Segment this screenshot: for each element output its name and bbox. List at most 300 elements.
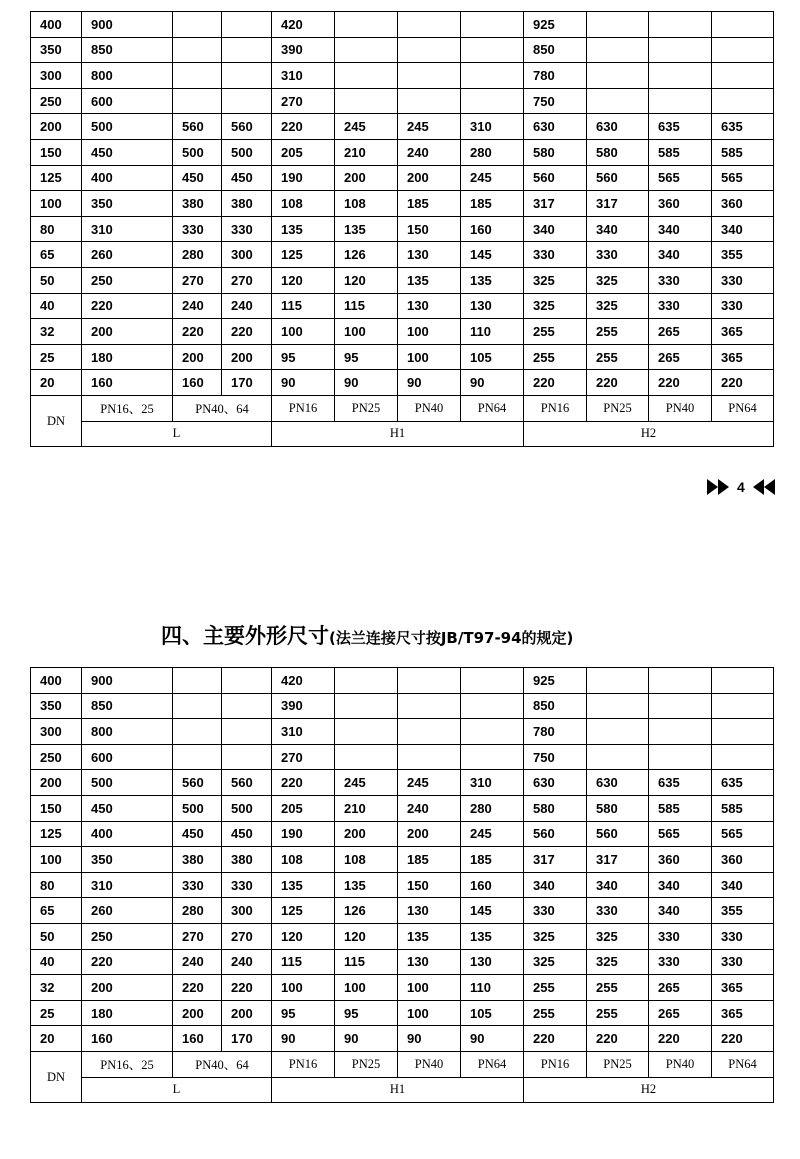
value-cell: 280: [461, 795, 524, 821]
value-cell: 135: [272, 872, 335, 898]
value-cell: 90: [461, 1026, 524, 1052]
dn-cell: 250: [31, 744, 82, 770]
value-cell: [398, 12, 461, 38]
value-cell: 220: [173, 975, 222, 1001]
value-cell: 560: [173, 770, 222, 796]
value-cell: 270: [222, 267, 272, 293]
value-cell: 255: [524, 975, 587, 1001]
value-cell: 205: [272, 795, 335, 821]
pressure-label: PN16: [272, 1051, 335, 1077]
value-cell: [712, 719, 774, 745]
pressure-header-row: [31, 1051, 774, 1077]
value-cell: 135: [398, 267, 461, 293]
dn-cell: 65: [31, 242, 82, 268]
value-cell: 150: [398, 216, 461, 242]
pressure-label: PN16、25: [82, 395, 173, 421]
value-cell: [173, 693, 222, 719]
value-cell: 90: [335, 1026, 398, 1052]
group-header-row: [31, 1077, 774, 1103]
dimension-table-bottom: [30, 667, 774, 1103]
value-cell: [222, 668, 272, 694]
value-cell: 325: [587, 293, 649, 319]
dn-cell: 300: [31, 719, 82, 745]
dn-cell: 350: [31, 37, 82, 63]
value-cell: 800: [82, 63, 173, 89]
value-cell: 120: [335, 923, 398, 949]
value-cell: 900: [82, 12, 173, 38]
value-cell: [173, 744, 222, 770]
value-cell: 325: [524, 293, 587, 319]
value-cell: 330: [712, 293, 774, 319]
value-cell: 317: [587, 847, 649, 873]
table-row: [31, 668, 774, 694]
value-cell: 160: [173, 1026, 222, 1052]
value-cell: 180: [82, 344, 173, 370]
value-cell: [649, 12, 712, 38]
value-cell: [222, 719, 272, 745]
value-cell: 220: [587, 370, 649, 396]
value-cell: 240: [398, 139, 461, 165]
pressure-label: PN64: [712, 395, 774, 421]
table-row: [31, 719, 774, 745]
value-cell: 450: [173, 821, 222, 847]
value-cell: 500: [173, 139, 222, 165]
value-cell: 245: [461, 821, 524, 847]
dn-cell: 400: [31, 12, 82, 38]
value-cell: [173, 37, 222, 63]
value-cell: 560: [222, 770, 272, 796]
value-cell: [222, 88, 272, 114]
pressure-label: PN64: [712, 1051, 774, 1077]
value-cell: 325: [524, 923, 587, 949]
value-cell: 635: [712, 770, 774, 796]
value-cell: 220: [649, 370, 712, 396]
value-cell: 130: [461, 293, 524, 319]
table-row: [31, 344, 774, 370]
value-cell: 240: [173, 949, 222, 975]
group-label-l: L: [82, 421, 272, 447]
value-cell: 850: [82, 693, 173, 719]
value-cell: [587, 693, 649, 719]
value-cell: 100: [272, 319, 335, 345]
value-cell: [712, 63, 774, 89]
pressure-label: PN16: [272, 395, 335, 421]
value-cell: 190: [272, 165, 335, 191]
pressure-label: PN64: [461, 1051, 524, 1077]
value-cell: 750: [524, 744, 587, 770]
value-cell: 380: [173, 847, 222, 873]
value-cell: 245: [398, 770, 461, 796]
value-cell: 900: [82, 668, 173, 694]
value-cell: 585: [712, 795, 774, 821]
value-cell: 100: [398, 975, 461, 1001]
value-cell: 500: [222, 795, 272, 821]
value-cell: 200: [82, 319, 173, 345]
value-cell: [222, 744, 272, 770]
value-cell: 115: [335, 949, 398, 975]
page-number: 4: [737, 479, 745, 495]
value-cell: 400: [82, 821, 173, 847]
value-cell: 220: [82, 949, 173, 975]
value-cell: 270: [222, 923, 272, 949]
value-cell: 560: [173, 114, 222, 140]
value-cell: 330: [712, 949, 774, 975]
value-cell: 310: [272, 719, 335, 745]
value-cell: 635: [712, 114, 774, 140]
value-cell: 260: [82, 898, 173, 924]
table-row: [31, 370, 774, 396]
value-cell: 380: [222, 191, 272, 217]
value-cell: [335, 744, 398, 770]
value-cell: 270: [173, 267, 222, 293]
dn-cell: 200: [31, 770, 82, 796]
pressure-label: PN40: [398, 395, 461, 421]
value-cell: 500: [82, 114, 173, 140]
value-cell: 350: [82, 191, 173, 217]
pressure-label: PN40、64: [173, 1051, 272, 1077]
value-cell: 310: [82, 872, 173, 898]
value-cell: 355: [712, 242, 774, 268]
value-cell: [335, 12, 398, 38]
group-label-h2: H2: [524, 1077, 774, 1103]
value-cell: [222, 37, 272, 63]
value-cell: 170: [222, 1026, 272, 1052]
value-cell: 630: [587, 770, 649, 796]
value-cell: [398, 37, 461, 63]
value-cell: 270: [272, 744, 335, 770]
table-row: [31, 1026, 774, 1052]
value-cell: 255: [524, 319, 587, 345]
value-cell: 95: [335, 344, 398, 370]
value-cell: 240: [222, 293, 272, 319]
value-cell: 580: [587, 795, 649, 821]
value-cell: 330: [649, 923, 712, 949]
value-cell: 450: [222, 165, 272, 191]
value-cell: 108: [335, 847, 398, 873]
value-cell: [587, 744, 649, 770]
value-cell: 105: [461, 1000, 524, 1026]
value-cell: [222, 693, 272, 719]
value-cell: [335, 88, 398, 114]
value-cell: 105: [461, 344, 524, 370]
value-cell: 125: [272, 242, 335, 268]
pressure-label: PN25: [587, 1051, 649, 1077]
value-cell: 255: [587, 319, 649, 345]
table-row: [31, 216, 774, 242]
value-cell: 420: [272, 12, 335, 38]
table-row: [31, 267, 774, 293]
value-cell: [335, 37, 398, 63]
value-cell: 100: [398, 319, 461, 345]
pressure-label: PN40、64: [173, 395, 272, 421]
value-cell: 380: [222, 847, 272, 873]
value-cell: 450: [82, 139, 173, 165]
value-cell: [712, 744, 774, 770]
value-cell: 145: [461, 898, 524, 924]
value-cell: 560: [587, 821, 649, 847]
table-row: [31, 63, 774, 89]
value-cell: 280: [173, 242, 222, 268]
value-cell: [712, 693, 774, 719]
value-cell: 108: [272, 191, 335, 217]
dn-cell: 65: [31, 898, 82, 924]
value-cell: [335, 719, 398, 745]
pressure-label: PN40: [649, 395, 712, 421]
value-cell: 390: [272, 37, 335, 63]
value-cell: [222, 63, 272, 89]
group-label-l: L: [82, 1077, 272, 1103]
table-row: [31, 88, 774, 114]
value-cell: 240: [173, 293, 222, 319]
double-arrow-right-icon: [707, 479, 731, 495]
value-cell: 360: [649, 847, 712, 873]
group-header-row: [31, 421, 774, 447]
value-cell: 560: [222, 114, 272, 140]
value-cell: 220: [222, 319, 272, 345]
table-row: [31, 191, 774, 217]
value-cell: 220: [524, 1026, 587, 1052]
dn-header: DN: [31, 1051, 82, 1102]
value-cell: 600: [82, 88, 173, 114]
value-cell: [398, 63, 461, 89]
value-cell: [587, 668, 649, 694]
dn-cell: 200: [31, 114, 82, 140]
value-cell: 325: [587, 923, 649, 949]
page-marker: [707, 479, 775, 495]
value-cell: [335, 693, 398, 719]
value-cell: 310: [272, 63, 335, 89]
value-cell: 340: [649, 898, 712, 924]
value-cell: 560: [524, 165, 587, 191]
value-cell: 145: [461, 242, 524, 268]
value-cell: 800: [82, 719, 173, 745]
value-cell: 330: [587, 242, 649, 268]
value-cell: 110: [461, 319, 524, 345]
value-cell: 120: [272, 923, 335, 949]
dn-cell: 80: [31, 216, 82, 242]
value-cell: 340: [712, 872, 774, 898]
value-cell: 630: [587, 114, 649, 140]
table-row: [31, 1000, 774, 1026]
section-title-main: 四、主要外形尺寸: [161, 624, 329, 648]
value-cell: 95: [272, 1000, 335, 1026]
pressure-label: PN16: [524, 395, 587, 421]
value-cell: 115: [272, 949, 335, 975]
value-cell: 100: [398, 344, 461, 370]
value-cell: [587, 719, 649, 745]
value-cell: 325: [587, 267, 649, 293]
value-cell: 265: [649, 1000, 712, 1026]
value-cell: 355: [712, 898, 774, 924]
value-cell: 565: [649, 165, 712, 191]
table-row: [31, 770, 774, 796]
value-cell: [649, 88, 712, 114]
value-cell: 185: [398, 191, 461, 217]
value-cell: 340: [712, 216, 774, 242]
value-cell: 130: [398, 949, 461, 975]
dn-cell: 125: [31, 165, 82, 191]
value-cell: 135: [398, 923, 461, 949]
value-cell: 150: [398, 872, 461, 898]
value-cell: 220: [712, 1026, 774, 1052]
value-cell: 330: [587, 898, 649, 924]
value-cell: 100: [398, 1000, 461, 1026]
dn-cell: 100: [31, 191, 82, 217]
value-cell: 240: [222, 949, 272, 975]
value-cell: 100: [272, 975, 335, 1001]
value-cell: [649, 719, 712, 745]
value-cell: 245: [398, 114, 461, 140]
value-cell: [649, 693, 712, 719]
value-cell: 260: [82, 242, 173, 268]
value-cell: 400: [82, 165, 173, 191]
dn-cell: 25: [31, 1000, 82, 1026]
value-cell: 220: [222, 975, 272, 1001]
pressure-label: PN16: [524, 1051, 587, 1077]
value-cell: 500: [173, 795, 222, 821]
value-cell: 565: [712, 821, 774, 847]
value-cell: [712, 37, 774, 63]
value-cell: 108: [272, 847, 335, 873]
value-cell: 115: [272, 293, 335, 319]
value-cell: 90: [272, 1026, 335, 1052]
value-cell: 220: [649, 1026, 712, 1052]
dn-cell: 50: [31, 923, 82, 949]
dn-cell: 20: [31, 1026, 82, 1052]
value-cell: 160: [173, 370, 222, 396]
value-cell: [398, 668, 461, 694]
value-cell: 450: [173, 165, 222, 191]
value-cell: 250: [82, 923, 173, 949]
dn-cell: 20: [31, 370, 82, 396]
value-cell: 350: [82, 847, 173, 873]
value-cell: [587, 63, 649, 89]
value-cell: [398, 88, 461, 114]
pressure-label: PN40: [398, 1051, 461, 1077]
value-cell: [173, 12, 222, 38]
value-cell: 255: [587, 344, 649, 370]
value-cell: 750: [524, 88, 587, 114]
value-cell: 115: [335, 293, 398, 319]
value-cell: 200: [82, 975, 173, 1001]
value-cell: 200: [398, 821, 461, 847]
value-cell: 90: [461, 370, 524, 396]
value-cell: 300: [222, 242, 272, 268]
value-cell: 317: [524, 847, 587, 873]
dimension-table-top: [30, 11, 774, 447]
value-cell: 108: [335, 191, 398, 217]
dn-cell: 40: [31, 293, 82, 319]
value-cell: 210: [335, 795, 398, 821]
value-cell: 200: [335, 165, 398, 191]
dn-cell: 250: [31, 88, 82, 114]
value-cell: [173, 668, 222, 694]
value-cell: 330: [222, 872, 272, 898]
value-cell: 365: [712, 319, 774, 345]
pressure-header-row: [31, 395, 774, 421]
value-cell: 90: [335, 370, 398, 396]
value-cell: 135: [335, 872, 398, 898]
value-cell: 330: [649, 949, 712, 975]
pressure-label: PN25: [335, 395, 398, 421]
table-row: [31, 12, 774, 38]
dn-cell: 25: [31, 344, 82, 370]
value-cell: 585: [649, 139, 712, 165]
value-cell: 95: [335, 1000, 398, 1026]
value-cell: 220: [82, 293, 173, 319]
table-row: [31, 872, 774, 898]
table-row: [31, 821, 774, 847]
value-cell: 600: [82, 744, 173, 770]
value-cell: 325: [524, 949, 587, 975]
value-cell: 360: [712, 191, 774, 217]
value-cell: [461, 63, 524, 89]
value-cell: [398, 744, 461, 770]
value-cell: 340: [587, 872, 649, 898]
group-label-h2: H2: [524, 421, 774, 447]
table-row: [31, 293, 774, 319]
value-cell: 125: [272, 898, 335, 924]
dn-cell: 350: [31, 693, 82, 719]
pressure-label: PN64: [461, 395, 524, 421]
value-cell: 450: [82, 795, 173, 821]
pressure-label: PN25: [335, 1051, 398, 1077]
value-cell: 220: [272, 770, 335, 796]
value-cell: 365: [712, 344, 774, 370]
value-cell: 130: [398, 293, 461, 319]
value-cell: 135: [461, 267, 524, 293]
table-row: [31, 37, 774, 63]
value-cell: 265: [649, 319, 712, 345]
table-row: [31, 923, 774, 949]
value-cell: 135: [272, 216, 335, 242]
value-cell: 130: [398, 242, 461, 268]
value-cell: 255: [587, 975, 649, 1001]
value-cell: 160: [461, 872, 524, 898]
value-cell: 120: [272, 267, 335, 293]
value-cell: 265: [649, 975, 712, 1001]
value-cell: 330: [524, 242, 587, 268]
value-cell: 850: [82, 37, 173, 63]
value-cell: 330: [712, 923, 774, 949]
value-cell: 200: [222, 344, 272, 370]
value-cell: 100: [335, 975, 398, 1001]
value-cell: 160: [82, 370, 173, 396]
value-cell: 330: [649, 267, 712, 293]
group-label-h1: H1: [272, 421, 524, 447]
value-cell: [649, 63, 712, 89]
value-cell: 450: [222, 821, 272, 847]
value-cell: 220: [524, 370, 587, 396]
value-cell: 160: [461, 216, 524, 242]
value-cell: 185: [461, 847, 524, 873]
table-row: [31, 975, 774, 1001]
value-cell: 220: [712, 370, 774, 396]
value-cell: 565: [649, 821, 712, 847]
value-cell: 220: [587, 1026, 649, 1052]
value-cell: 325: [524, 267, 587, 293]
value-cell: 255: [524, 344, 587, 370]
value-cell: [587, 12, 649, 38]
value-cell: 635: [649, 770, 712, 796]
table-row: [31, 795, 774, 821]
value-cell: 200: [173, 344, 222, 370]
value-cell: 330: [173, 872, 222, 898]
value-cell: 245: [335, 114, 398, 140]
value-cell: 925: [524, 12, 587, 38]
value-cell: 925: [524, 668, 587, 694]
value-cell: 330: [712, 267, 774, 293]
